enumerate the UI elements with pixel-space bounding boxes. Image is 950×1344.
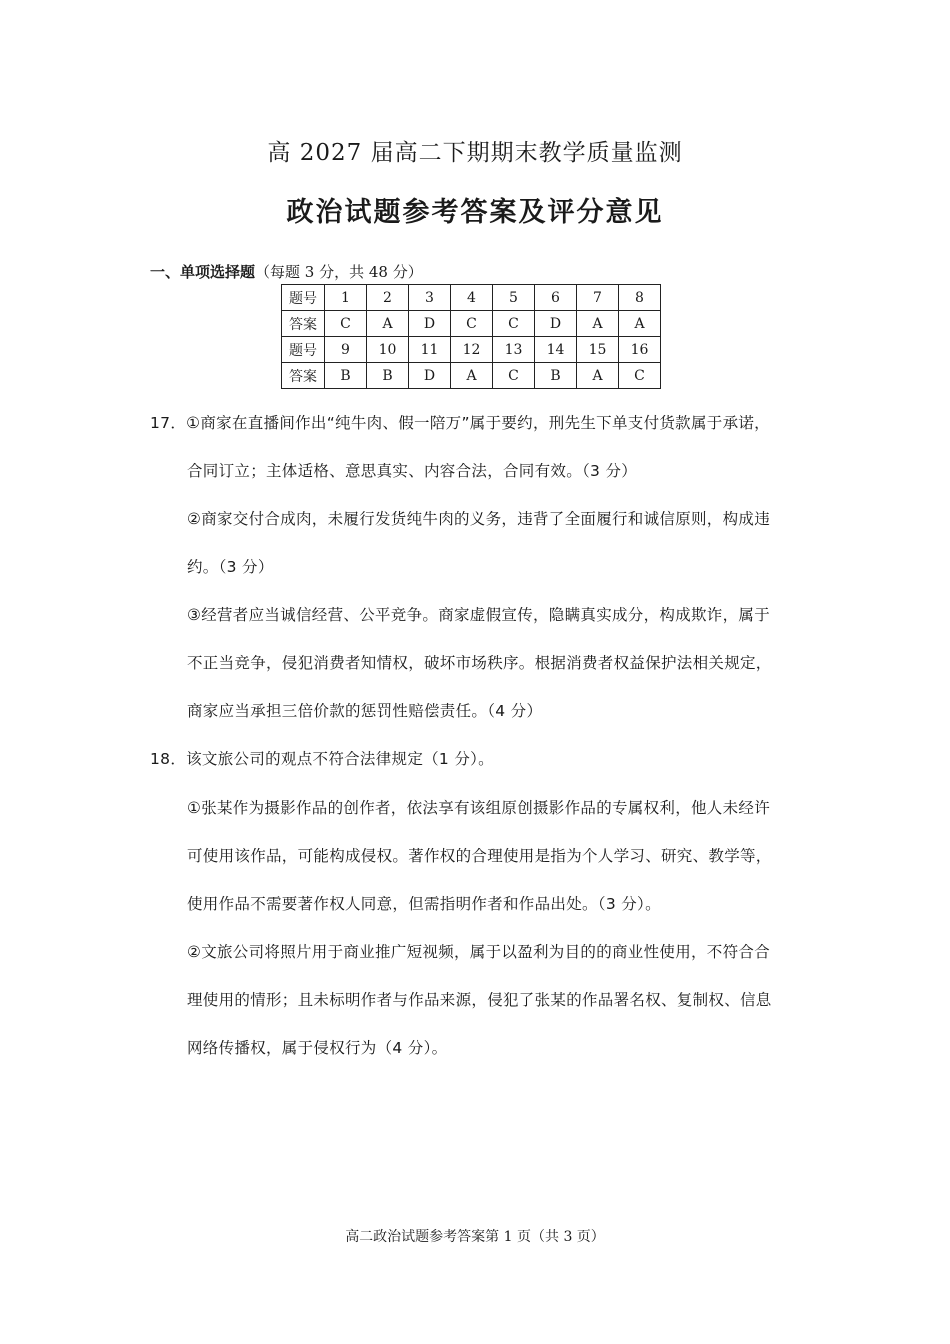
q18-line: 使用作品不需要著作权人同意，但需指明作者和作品出处。（3 分）。 [187, 895, 661, 913]
document-title: 政治试题参考答案及评分意见 [286, 197, 664, 228]
table-cell: C [325, 311, 367, 337]
q17-line: 约。（3 分） [187, 558, 274, 576]
table-cell: A [577, 311, 619, 337]
section-title: 一、单项选择题 [150, 263, 256, 281]
q17-line: ②商家交付合成肉，未履行发货纯牛肉的义务，违背了全面履行和诚信原则，构成违 [187, 510, 770, 528]
table-cell: A [451, 363, 493, 389]
table-cell: 16 [619, 337, 661, 363]
table-cell: 8 [619, 285, 661, 311]
table-cell: B [535, 363, 577, 389]
table-cell: 6 [535, 285, 577, 311]
answer-table [281, 284, 661, 389]
table-row [282, 285, 661, 311]
exam-title: 高 2027 届高二下期期末教学质量监测 [267, 140, 683, 166]
q17-line: 不正当竞争，侵犯消费者知情权，破坏市场秩序。根据消费者权益保护法相关规定， [187, 654, 772, 672]
table-cell: A [367, 311, 409, 337]
q17-line: ③经营者应当诚信经营、公平竞争。商家虚假宣传，隐瞒真实成分，构成欺诈，属于 [187, 606, 770, 624]
table-cell: B [367, 363, 409, 389]
row-label: 题号 [282, 285, 325, 311]
q17-line: 合同订立；主体适格、意思真实、内容合法，合同有效。（3 分） [187, 462, 638, 480]
table-cell: D [409, 311, 451, 337]
table-cell: 9 [325, 337, 367, 363]
table-cell: C [493, 363, 535, 389]
q18-line: 理使用的情形；且未标明作者与作品来源，侵犯了张某的作品署名权、复制权、信息 [187, 991, 772, 1009]
table-cell: 11 [409, 337, 451, 363]
table-cell: 12 [451, 337, 493, 363]
q18-line: ①张某作为摄影作品的创作者，依法享有该组原创摄影作品的专属权利，他人未经许 [187, 799, 770, 817]
table-cell: 2 [367, 285, 409, 311]
table-cell: C [619, 363, 661, 389]
table-row [282, 363, 661, 389]
table-cell: A [619, 311, 661, 337]
q17-line: 17．①商家在直播间作出“纯牛肉、假一陪万”属于要约，刑先生下单支付货款属于承诺， [150, 414, 770, 432]
table-cell: D [409, 363, 451, 389]
table-cell: 15 [577, 337, 619, 363]
q18-line: 网络传播权，属于侵权行为（4 分）。 [187, 1039, 448, 1057]
table-cell: 7 [577, 285, 619, 311]
table-cell: C [493, 311, 535, 337]
table-cell: 4 [451, 285, 493, 311]
table-cell: C [451, 311, 493, 337]
section-heading [150, 261, 423, 282]
q18-line: ②文旅公司将照片用于商业推广短视频，属于以盈利为目的的商业性使用，不符合合 [187, 943, 770, 961]
section-score-note: （每题 3 分，共 48 分） [255, 263, 423, 281]
q18-line: 可使用该作品，可能构成侵权。著作权的合理使用是指为个人学习、研究、教学等， [187, 847, 772, 865]
table-cell: A [577, 363, 619, 389]
row-label: 答案 [282, 311, 325, 337]
table-cell: 13 [493, 337, 535, 363]
table-row [282, 311, 661, 337]
q17-line: 商家应当承担三倍价款的惩罚性赔偿责任。（4 分） [187, 702, 543, 720]
q18-line: 18．该文旅公司的观点不符合法律规定（1 分）。 [150, 750, 494, 768]
table-row [282, 337, 661, 363]
table-cell: 10 [367, 337, 409, 363]
table-cell: B [325, 363, 367, 389]
table-cell: 3 [409, 285, 451, 311]
table-cell: 5 [493, 285, 535, 311]
page-footer: 高二政治试题参考答案第 1 页（共 3 页） [345, 1229, 605, 1245]
row-label: 答案 [282, 363, 325, 389]
table-cell: D [535, 311, 577, 337]
table-cell: 1 [325, 285, 367, 311]
table-cell: 14 [535, 337, 577, 363]
row-label: 题号 [282, 337, 325, 363]
